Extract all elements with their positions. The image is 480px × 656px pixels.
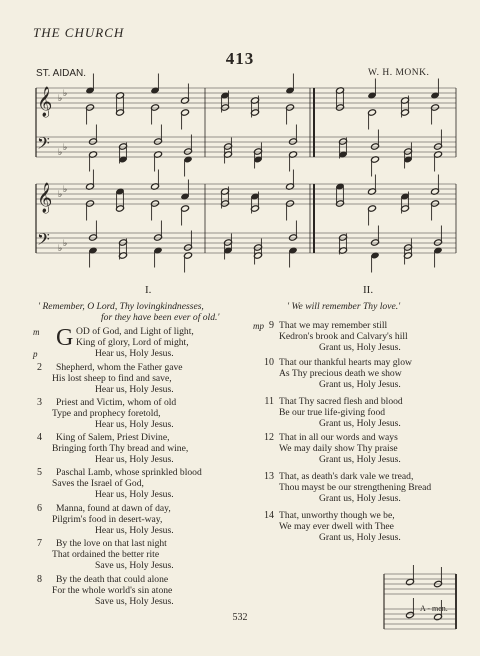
verse-number: 5 <box>37 467 42 478</box>
part-two-epigraph: ' We will remember Thy love.' <box>287 301 401 312</box>
verse-line: Hear us, Holy Jesus. <box>95 489 174 500</box>
flat-sign: ♭ <box>58 94 63 104</box>
verse-line: That, as death's dark vale we tread, <box>279 471 414 482</box>
part-one-epigraph-line-2: for they have been ever of old.' <box>101 312 220 323</box>
verse-line: Be our true life-giving food <box>279 407 386 418</box>
dynamic-mark-p: p <box>33 349 38 359</box>
tune-name: ST. AIDAN. <box>36 68 87 79</box>
verse-number: 10 <box>264 357 274 368</box>
verse-line: Shepherd, whom the Father gave <box>56 362 183 373</box>
verse-line: Save us, Holy Jesus. <box>95 560 174 571</box>
verse-line: King of glory, Lord of might, <box>76 337 189 348</box>
verse-line: By the death that could alone <box>56 574 169 585</box>
drop-cap: G <box>56 325 74 351</box>
verse-line: Hear us, Holy Jesus. <box>95 525 174 536</box>
verse-line: Thou mayst be our strengthening Bread <box>279 482 432 493</box>
verse-line: Grant us, Holy Jesus. <box>319 532 401 543</box>
verse-line: Hear us, Holy Jesus. <box>95 384 174 395</box>
bass-clef: 𝄢 <box>37 133 50 157</box>
verse-line: As Thy precious death we show <box>279 368 402 379</box>
verse-line: Hear us, Holy Jesus. <box>95 419 174 430</box>
part-one-numeral: I. <box>145 284 152 296</box>
treble-clef: 𝄞 <box>37 87 53 117</box>
verse-number: 2 <box>37 362 42 373</box>
verse-number: 8 <box>37 574 42 585</box>
composer-name: W. H. MONK. <box>368 68 430 78</box>
verse-line: Saves the Israel of God, <box>52 478 144 489</box>
flat-sign: ♭ <box>63 89 68 99</box>
verse-line: We may ever dwell with Thee <box>279 521 394 532</box>
verse-line: Grant us, Holy Jesus. <box>319 379 401 390</box>
verse-line: That our thankful hearts may glow <box>279 357 412 368</box>
amen-label: A - men. <box>420 604 448 613</box>
verse-line: Pilgrim's food in desert-way, <box>52 514 163 525</box>
verse-line: That we may remember still <box>279 320 388 331</box>
flat-sign: ♭ <box>58 148 63 158</box>
flat-sign: ♭ <box>63 143 68 153</box>
verse-line: Hear us, Holy Jesus. <box>95 454 174 465</box>
flat-sign: ♭ <box>58 244 63 254</box>
verse-line: Manna, found at dawn of day, <box>56 503 171 514</box>
verse-line: We may daily show Thy praise <box>279 443 398 454</box>
hymn-number: 413 <box>225 49 255 68</box>
verse-line: For the whole world's sin atone <box>52 585 173 596</box>
verse-line: Save us, Holy Jesus. <box>95 596 174 607</box>
verse-line: Grant us, Holy Jesus. <box>319 418 401 429</box>
flat-sign: ♭ <box>63 185 68 195</box>
verse-line: That ordained the better rite <box>52 549 160 560</box>
part-one-epigraph-line-1: ' Remember, O Lord, Thy lovingkindnesses, <box>38 301 204 312</box>
verse-line: His lost sheep to find and save, <box>52 373 172 384</box>
bass-clef: 𝄢 <box>37 229 50 253</box>
verse-line: Paschal Lamb, whose sprinkled blood <box>56 467 202 478</box>
verse-number: 12 <box>264 432 274 443</box>
verse-line: Grant us, Holy Jesus. <box>319 342 401 353</box>
verse-line: That Thy sacred flesh and blood <box>279 396 403 407</box>
verse-line: Type and prophecy foretold, <box>52 408 161 419</box>
verse-line: That in all our words and ways <box>279 432 398 443</box>
verse-line: By the love on that last night <box>56 538 167 549</box>
verse-number: 4 <box>37 432 42 443</box>
treble-clef: 𝄞 <box>37 183 53 213</box>
dynamic-mark-m: m <box>33 327 40 337</box>
flat-sign: ♭ <box>58 190 63 200</box>
verse-line: Grant us, Holy Jesus. <box>319 454 401 465</box>
verse-number: 6 <box>37 503 42 514</box>
verse-number: 13 <box>264 471 274 482</box>
part-two-numeral: II. <box>363 284 374 296</box>
verse-number: 7 <box>37 538 42 549</box>
verse-line: Grant us, Holy Jesus. <box>319 493 401 504</box>
verse-number: 14 <box>264 510 274 521</box>
section-heading: THE CHURCH <box>33 25 125 40</box>
verse-line: OD of God, and Light of light, <box>76 326 194 337</box>
verse-line: King of Salem, Priest Divine, <box>56 432 170 443</box>
verse-number: 9 <box>269 320 274 331</box>
verse-line: Kedron's brook and Calvary's hill <box>279 331 408 342</box>
verse-line: That, unworthy though we be, <box>279 510 395 521</box>
verse-line: Bringing forth Thy bread and wine, <box>52 443 189 454</box>
dynamic-mark-mp: mp <box>253 321 264 331</box>
flat-sign: ♭ <box>63 239 68 249</box>
verse-line: Priest and Victim, whom of old <box>56 397 177 408</box>
verse-line: Hear us, Holy Jesus. <box>95 348 174 359</box>
verse-number: 3 <box>37 397 42 408</box>
verse-number: 11 <box>264 396 274 407</box>
page-number: 532 <box>232 612 248 623</box>
